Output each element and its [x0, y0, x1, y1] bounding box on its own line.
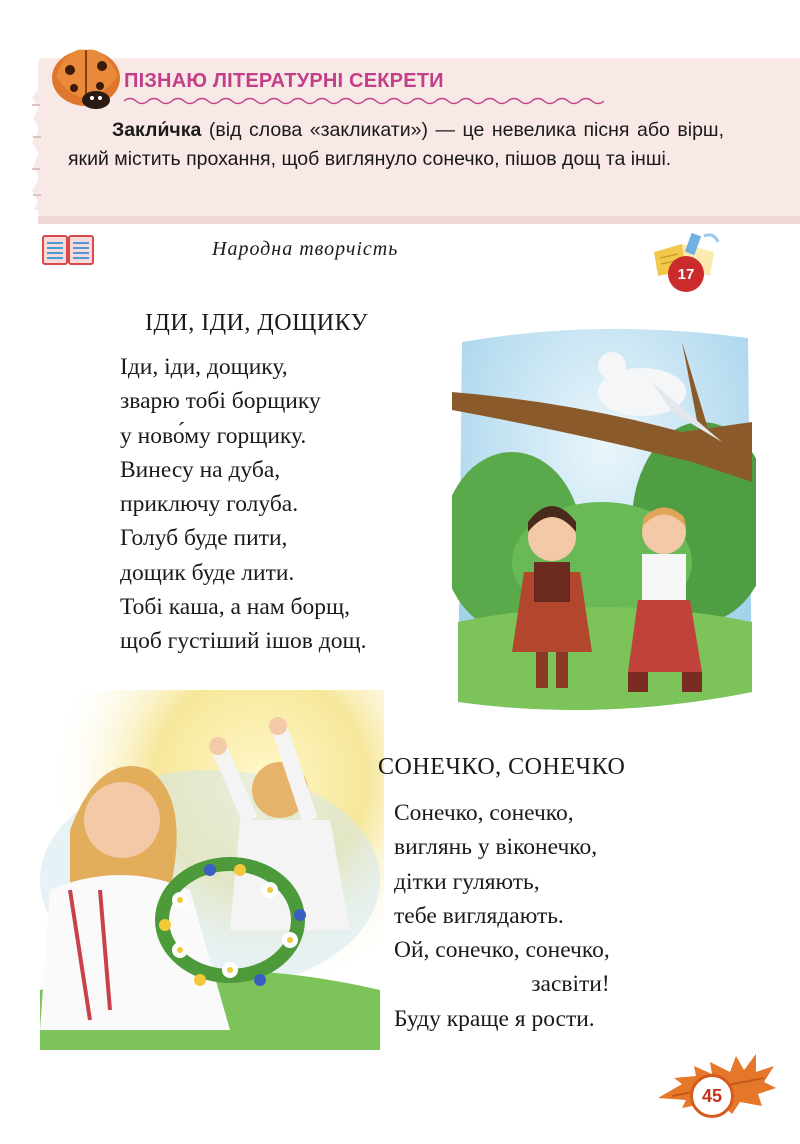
poem-line: у ново́му горщику.	[120, 422, 307, 449]
page-number: 45	[690, 1074, 734, 1118]
poem-line: приключу голуба.	[120, 491, 299, 518]
poem-line: Ой, сонечко, сонечко,	[394, 937, 610, 964]
poem-line: щоб густіший ішов дощ.	[120, 628, 367, 655]
poem-line: дощик буде лити.	[120, 559, 295, 586]
work-number-badge: 17	[668, 256, 704, 292]
poem-line: дітки гуляють,	[394, 868, 540, 895]
term-zaklychka: Закли́чка	[112, 119, 202, 141]
secrets-heading: ПІЗНАЮ ЛІТЕРАТУРНІ СЕКРЕТИ	[124, 70, 444, 92]
poem-rain-lines	[120, 350, 366, 659]
poem-line: виглянь у віконечко,	[394, 834, 598, 861]
poem-line: тебе виглядають.	[394, 902, 564, 929]
ladybug-icon	[48, 36, 124, 110]
wavy-underline	[124, 96, 604, 106]
poem-line: Іди, іди, дощику,	[120, 354, 288, 380]
poem-line: Винесу на дуба,	[120, 456, 281, 483]
poem-line: засвіти!	[531, 971, 610, 998]
poem-line: зварю тобі борщику	[120, 388, 321, 415]
definition-text: (від слова «закликати») — це невелика пісня або вірш, який містить прохання, щоб виглянуло сонечко, пішов дощ та інші.	[68, 119, 724, 170]
poem-line: Тобі каша, а нам борщ,	[120, 594, 350, 621]
poem-title-sun: СОНЕЧКО, СОНЕЧКО	[378, 754, 626, 780]
open-book-icon	[42, 234, 94, 266]
children-dove-illustration	[452, 322, 756, 728]
poem-line: Буду краще я рости.	[394, 1005, 595, 1032]
poem-sun-lines	[394, 796, 610, 1036]
poem-line: Сонечко, сонечко,	[394, 800, 574, 826]
genre-label: Народна творчість	[212, 238, 399, 260]
torn-edge-decoration	[30, 90, 44, 210]
poem-line: Голуб буде пити,	[120, 525, 288, 552]
girl-wreath-illustration	[30, 690, 384, 1050]
secrets-definition	[68, 116, 724, 174]
poem-title-rain: ІДИ, ІДИ, ДОЩИКУ	[145, 310, 369, 336]
